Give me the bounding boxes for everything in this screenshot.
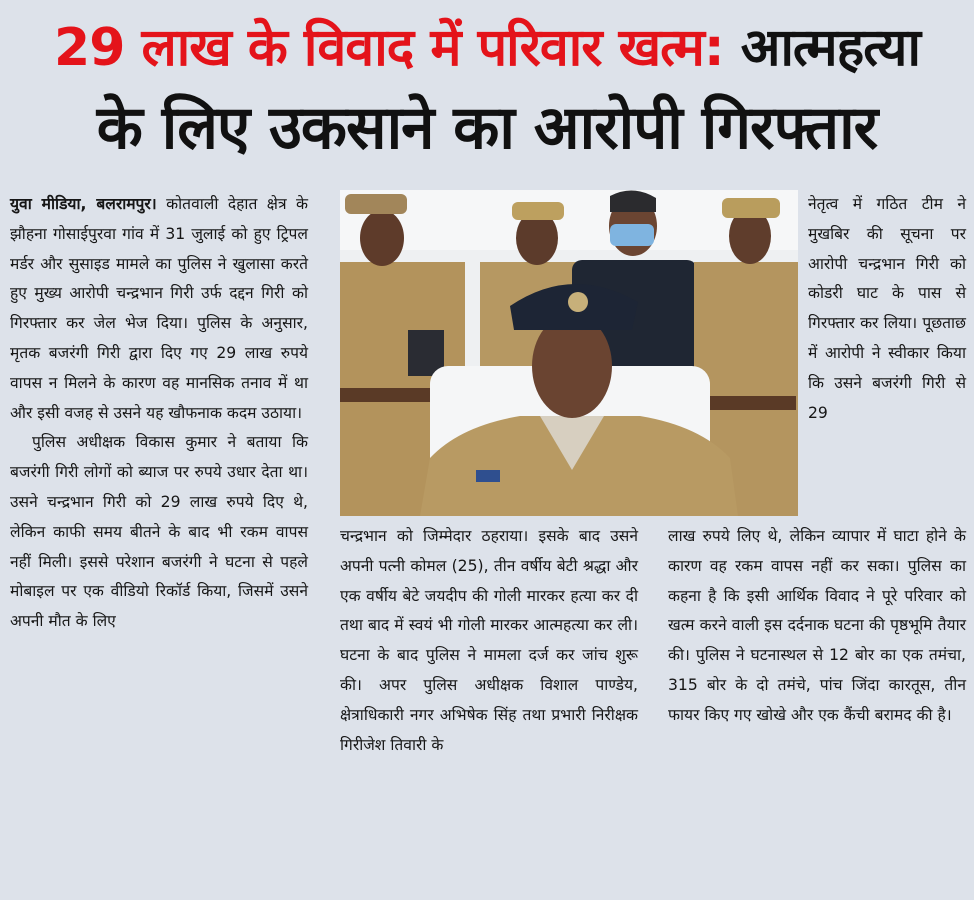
headline-line-1 (0, 18, 974, 78)
article-paragraph (10, 190, 308, 428)
article-column-3-top: नेतृत्व में गठित टीम ने मुखबिर की सूचना पर आरोपी चन्द्रभान गिरी को कोडरी घाट के पास से गिरफ्तार कर लिया। पूछताछ में आरोपी ने स्वीकार किया कि उसने बजरंगी गिरी से 29 (808, 195, 966, 422)
article-column-3: लाख रुपये लिए थे, लेकिन व्यापार में घाटा होने के कारण वह रकम वापस नहीं कर सका। पुलिस का कहना है कि इसी आर्थिक विवाद ने पूरे परिवार को खत्म करने वाली इस दर्दनाक घटना की पृष्ठभूमि तैयार की। पुलिस ने घटनास्थल से 12 बोर का एक तमंचा, 315 बोर के दो तमंचे, पांच जिंदा कारतूस, तीन फायर किए गए खोखे और एक कैंची बरामद की है। (668, 527, 966, 724)
article-column-1 (10, 190, 308, 637)
article-column-2: चन्द्रभान को जिम्मेदार ठहराया। इसके बाद उसने अपनी पत्नी कोमल (25), तीन वर्षीय बेटी श्रद्धा और एक वर्षीय बेटे जयदीप की गोली मारकर हत्या कर दी तथा बाद में स्वयं भी गोली मारकर आत्महत्या कर ली। घटना के बाद पुलिस ने मामला दर्ज कर जांच शुरू की। अपर पुलिस अधीक्षक विशाल पाण्डेय, क्षेत्राधिकारी नगर अभिषेक सिंह तथा प्रभारी निरीक्षक गिरीजेश तिवारी के (340, 527, 638, 754)
dateline: युवा मीडिया, बलरामपुर। (10, 195, 157, 213)
headline-black-part: आत्महत्या (740, 18, 920, 78)
news-photo (340, 190, 798, 516)
headline-line-2: के लिए उकसाने का आरोपी गिरफ्तार (96, 93, 878, 163)
article-paragraph: पुलिस अधीक्षक विकास कुमार ने बताया कि बजरंगी गिरी लोगों को ब्याज पर रुपये उधार देता था। उसने चन्द्रभान गिरी को 29 लाख रुपये दिए थे, लेकिन काफी समय बीतने के बाद भी रकम वापस नहीं मिली। इससे परेशान बजरंगी ने घटना से पहले मोबाइल पर एक वीडियो रिकॉर्ड किया, जिसमें उसने अपनी मौत के लिए (10, 433, 308, 631)
headline-red-part: 29 लाख के विवाद में परिवार खत्म: (54, 18, 724, 78)
paragraph-text: कोतवाली देहात क्षेत्र के झौहना गोसाईपुरवा गांव में 31 जुलाई को हुए ट्रिपल मर्डर और सुसाइड मामले का पुलिस ने खुलासा करते हुए मुख्य आरोपी चन्द्रभान गिरी उर्फ दद्दन गिरी को गिरफ्तार कर जेल भेज दिया। पुलिस के अनुसार, मृतक बजरंगी गिरी द्वारा दिए गए 29 लाख रुपये वापस न मिलने के कारण वह मानसिक तनाव में था और इसी वजह से उसने यह खौफनाक कदम उठाया। (10, 195, 308, 422)
police-officers-photo (340, 190, 798, 516)
